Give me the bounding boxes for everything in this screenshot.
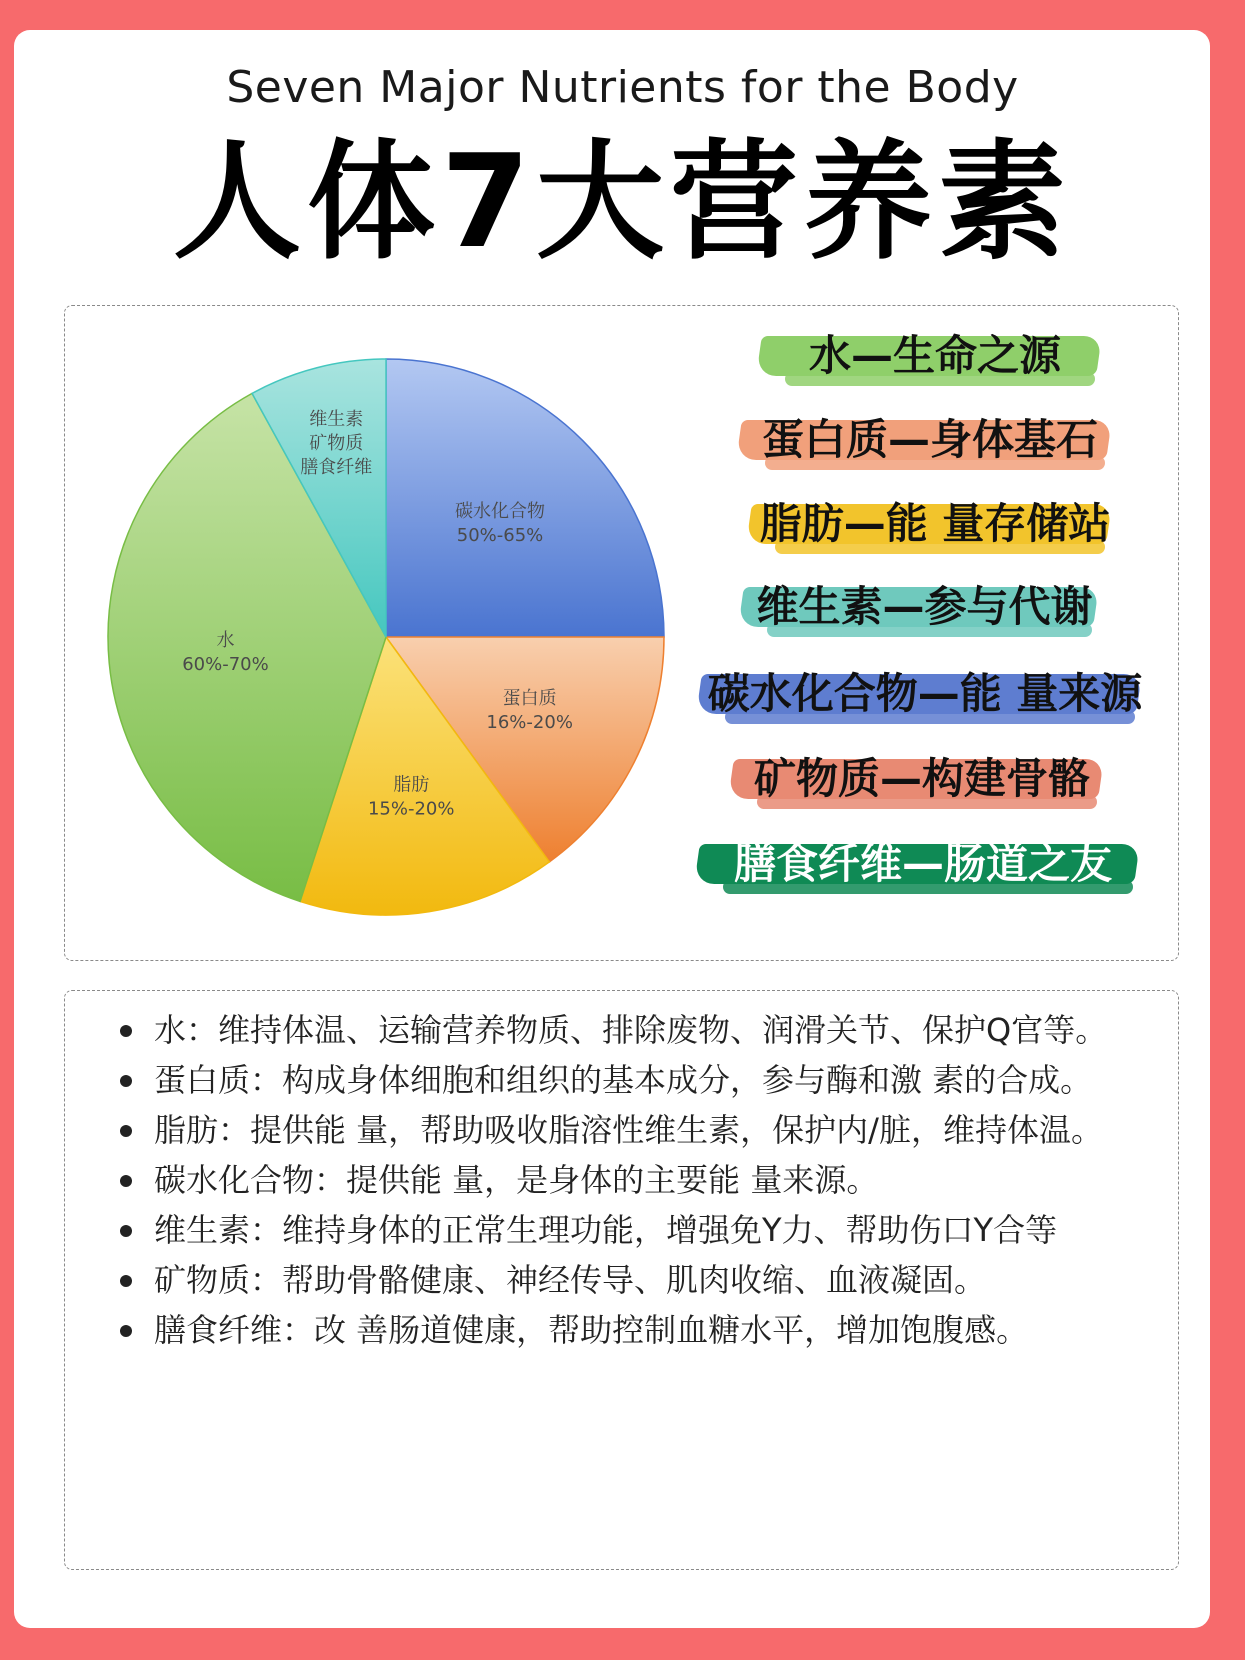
note-text: 脂肪：提供能 量，帮助吸收脂溶性维生素，保护内/脏，维持体温。 (154, 1111, 1103, 1149)
legend-label: 维生素—参与代谢 (756, 582, 1093, 631)
legend-item (685, 666, 1165, 722)
bullet-icon (120, 1175, 132, 1187)
note-item (90, 1005, 1140, 1055)
slice-label: 脂肪 15%-20% (367, 774, 455, 820)
slice-label: 蛋白质 16%-20% (486, 688, 573, 734)
poster-subtitle: Seven Major Nutrients for the Body (226, 62, 1019, 113)
slice-label: 碳水化合物 50%-65% (455, 500, 546, 546)
note-text: 矿物质：帮助骨骼健康、神经传导、肌肉收缩、血液凝固。 (154, 1261, 987, 1299)
note-item (90, 1105, 1140, 1155)
note-item (90, 1255, 1140, 1305)
notes-list (90, 1005, 1140, 1355)
note-item (90, 1305, 1140, 1355)
slice-label: 水 60%-70% (182, 630, 269, 676)
note-text: 蛋白质：构成身体细胞和组织的基本成分，参与酶和激 素的合成。 (154, 1061, 1093, 1099)
legend-item (745, 328, 1125, 384)
bullet-icon (120, 1025, 132, 1037)
legend-label: 脂肪—能 量存储站 (759, 499, 1111, 548)
note-item (90, 1055, 1140, 1105)
legend-label: 蛋白质—身体基石 (761, 415, 1098, 464)
legend-label: 碳水化合物—能 量来源 (707, 669, 1143, 718)
legend-item (727, 579, 1122, 635)
legend-label: 水—生命之源 (808, 331, 1061, 380)
pie-slice (386, 359, 664, 637)
legend-label: 膳食纤维—肠道之友 (733, 839, 1112, 888)
note-item (90, 1205, 1140, 1255)
legend-label: 矿物质—构建骨骼 (753, 754, 1090, 803)
note-text: 膳食纤维：改 善肠道健康，帮助控制血糖水平，增加饱腹感。 (154, 1311, 1029, 1349)
note-text: 水：维持体温、运输营养物质、排除废物、润滑关节、保护Q官等。 (154, 1011, 1108, 1049)
bullet-icon (120, 1125, 132, 1137)
legend-item (683, 836, 1163, 892)
slice-label: 维生素矿物质膳食纤维 (300, 409, 373, 479)
legend-item (717, 751, 1127, 807)
bullet-icon (120, 1325, 132, 1337)
poster-title: 人体7大营养素 (172, 128, 1073, 277)
legend-item (735, 496, 1135, 552)
chart-panel (64, 305, 1179, 961)
legend-item (725, 412, 1135, 468)
note-item (90, 1155, 1140, 1205)
bullet-icon (120, 1225, 132, 1237)
note-text: 维生素：维持身体的正常生理功能，增强免Y力、帮助伤口Y合等 (154, 1211, 1058, 1249)
bullet-icon (120, 1075, 132, 1087)
note-text: 碳水化合物：提供能 量，是身体的主要能 量来源。 (154, 1161, 879, 1199)
bullet-icon (120, 1275, 132, 1287)
pie-chart (65, 306, 725, 962)
